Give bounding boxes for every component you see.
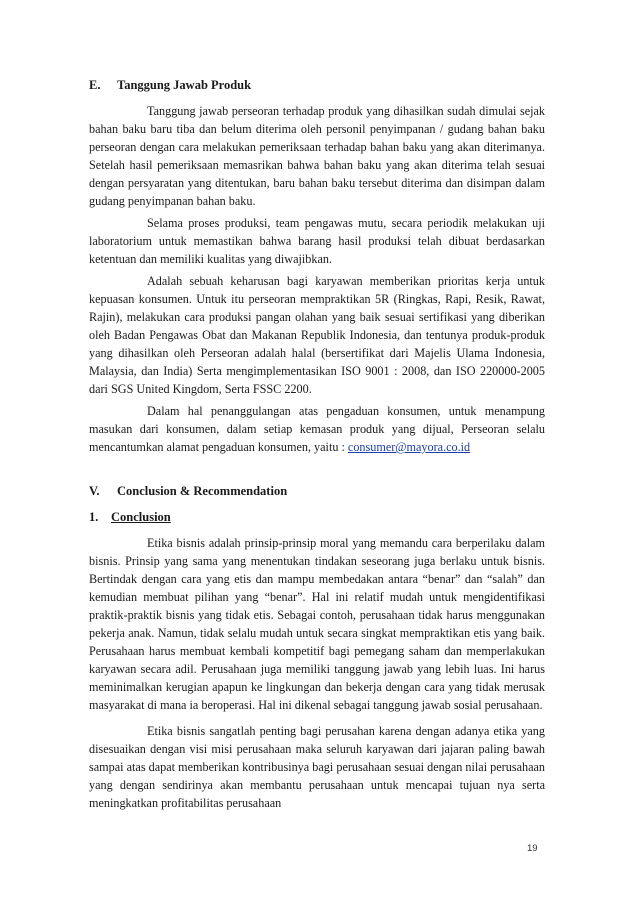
conclusion-number: 1. xyxy=(89,510,99,524)
conclusion-paragraph-1: Etika bisnis adalah prinsip-prinsip moral yang memandu cara berperilaku dalam bisnis. Prinsip yang sama yang menentukan tindakan seseorang juga berlaku untuk bisnis. Bertindak dengan cara yang etis dan mampu membedakan antara “benar” dan “salah” dan kemudian membuat pilihan yang “benar”. Hal ini relatif mudah untuk mengidentifikasi praktik-praktik bisnis yang tidak etis. Sebagai contoh, perusahaan tidak harus menggunakan pekerja anak. Namun, tidak selalu mudah untuk secara singkat mempraktikan etis yang baik. Perusahaan harus membuat kembali kompetitif bagi pemegang saham dan memperlakukan karyawan secara adil. Perusahaan juga memiliki tanggung jawab yang lebih luas. Ini harus meminimalkan kerugian apapun ke lingkungan dan bekerja dengan cara yang tidak merusak masyarakat di mana ia beroperasi. Hal ini dikenal sebagai tanggung jawab sosial perusahaan. xyxy=(89,536,545,712)
page-number: 19 xyxy=(527,843,538,854)
page-content xyxy=(89,76,545,812)
section-e-heading xyxy=(89,76,545,94)
section-e-title: Tanggung Jawab Produk xyxy=(117,78,252,92)
conclusion-heading xyxy=(89,508,545,526)
section-v-number: V. xyxy=(89,484,100,498)
consumer-email-link[interactable]: consumer@mayora.co.id xyxy=(347,440,471,454)
section-e-paragraph-4 xyxy=(89,402,545,456)
complaint-text: Dalam hal penanggulangan atas pengaduan konsumen, untuk menampung masukan dari konsumen, dalam setiap kemasan produk yang dijual, Perseoran selalu mencantumkan alamat pengaduan konsumen, yaitu : xyxy=(89,404,545,454)
conclusion-title: Conclusion xyxy=(111,510,171,524)
section-e-paragraph-2: Selama proses produksi, team pengawas mutu, secara periodik melakukan uji laboratorium untuk memastikan bahwa barang hasil produksi telah dibuat berdasarkan ketentuan dan memiliki kualitas yang diwajibkan. xyxy=(89,216,545,266)
section-e-number: E. xyxy=(89,78,101,92)
section-v-title: Conclusion & Recommendation xyxy=(117,484,288,498)
section-e-paragraph-3: Adalah sebuah keharusan bagi karyawan memberikan prioritas kerja untuk kepuasan konsumen. Untuk itu perseoran mempraktikan 5R (Ringkas, Rapi, Resik, Rawat, Rajin), melakukan cara produksi pangan olahan yang baik sesuai sertifikasi yang diberikan oleh Badan Pengawas Obat dan Makanan Republik Indonesia, dan tentunya produk-produk yang dihasilkan oleh Perseoran adalah halal (bersertifikat dari Majelis Ulama Indonesia, Malaysia, dan India) Serta mengimplementasikan ISO 9001 : 2008, dan ISO 220000-2005 dari SGS United Kingdom, Serta FSSC 2200. xyxy=(89,274,545,396)
section-v-heading xyxy=(89,482,545,500)
conclusion-paragraph-2: Etika bisnis sangatlah penting bagi perusahan karena dengan adanya etika yang disesuaikan dengan visi misi perusahaan maka seluruh karyawan dari jajaran paling bawah sampai atas dapat memberikan kontribusinya bagi perusahaan sesuai dengan nilai perusahaan yang dengan sendirinya akan membantu perusahaan untuk mencapai tujuan nya serta meningkatkan profitabilitas perusahaan xyxy=(89,724,545,810)
section-e-paragraph-1: Tanggung jawab perseoran terhadap produk yang dihasilkan sudah dimulai sejak bahan baku baru tiba dan belum diterima oleh personil penyimpanan / gudang bahan baku perseoran dengan cara melakukan pemeriksaan terhadap bahan baku yang akan diterimanya. Setelah hasil pemeriksaan memasrikan bahwa bahan baku yang akan diterima telah sesuai dengan persyaratan yang ditentukan, baru bahan baku tersebut diterima dan disimpan dalam gudang penyimpanan bahan baku. xyxy=(89,104,545,208)
